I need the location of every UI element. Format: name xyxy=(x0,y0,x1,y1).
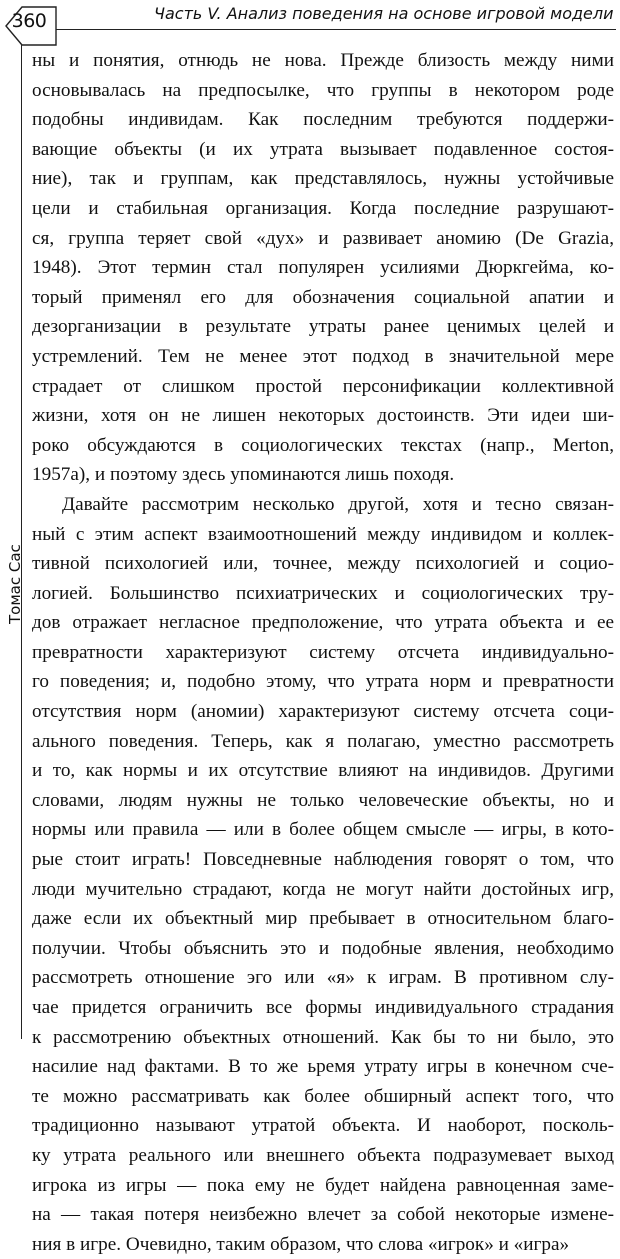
body-line: к рассмотрению объектных отношений. Как бы то ни было, это xyxy=(32,1026,614,1048)
body-line: насилие над фактами. В то же ьремя утрату игры в конечном сче- xyxy=(32,1056,614,1078)
body-line: ся, группа теряет свой «дух» и развивает аномию (De Grazia, xyxy=(32,227,614,249)
body-line: роко обсуждаются в социологических текстах (напр., Merton, xyxy=(32,434,614,456)
body-line: подобны индивидам. Как последним требуются поддержи- xyxy=(32,109,614,131)
body-line: устремлений. Тем не менее этот подход в значительной мере xyxy=(32,345,614,367)
header-rule xyxy=(56,29,616,30)
body-text xyxy=(32,46,614,1259)
body-line: 1948). Этот термин стал популярен усилиями Дюркгейма, ко- xyxy=(32,257,614,279)
body-line: ние), так и группам, как представлялось, нужны устойчивые xyxy=(32,168,614,190)
page-number: 360 xyxy=(11,10,47,32)
body-line: на — такая потеря неизбежно влечет за собой некоторые измене- xyxy=(32,1204,614,1226)
body-line: традиционно называют утратой объекта. И наоборот, посколь- xyxy=(32,1115,614,1137)
page-number-badge xyxy=(2,4,56,44)
body-line: основывалась на предпосылке, что группы в некотором роде xyxy=(32,79,614,101)
body-line: превратности характеризуют систему отсчета индивидуально- xyxy=(32,641,614,663)
body-line: игрока из игры — пока ему не будет найдена равноценная заме- xyxy=(32,1174,614,1196)
body-line: дов отражает негласное предположение, что утрата объекта и ее xyxy=(32,612,614,634)
body-line: нормы или правила — или в более общем смысле — игры, в кото- xyxy=(32,819,614,841)
body-line: те можно рассматривать как более обширный аспект того, что xyxy=(32,1085,614,1107)
side-author-text: Томас Сас xyxy=(6,544,24,624)
body-line: словами, людям нужны не только человеческие объекты, но и xyxy=(32,789,614,811)
body-line: ный с этим аспект взаимоотношений между индивидом и коллек- xyxy=(32,523,614,545)
body-line: торый применял его для обозначения социальной апатии и xyxy=(32,286,614,308)
body-line: отсутствия норм (аномии) характеризуют систему отсчета соци- xyxy=(32,701,614,723)
body-line: люди мучительно страдают, когда не могут найти достойных игр, xyxy=(32,878,614,900)
body-line: тивной психологией или, точнее, между психологией и социо- xyxy=(32,553,614,575)
body-line: го поведения; и, подобно этому, что утрата норм и превратности xyxy=(32,671,614,693)
page-header xyxy=(0,0,620,46)
body-line: рассмотреть отношение эго или «я» к играм. В противном слу- xyxy=(32,967,614,989)
body-line: ку утрата реального или внешнего объекта подразумевает выход xyxy=(32,1144,614,1166)
side-rule xyxy=(21,44,22,1039)
body-line: Давайте рассмотрим несколько другой, хотя и тесно связан- xyxy=(62,493,614,515)
body-line: логией. Большинство психиатрических и социологических тру- xyxy=(32,582,614,604)
body-line: страдает от слишком простой персонификации коллективной xyxy=(32,375,614,397)
body-line: ны и понятия, отнюдь не нова. Прежде близость между ними xyxy=(32,50,614,71)
running-title: Часть V. Анализ поведения на основе игровой модели xyxy=(154,4,614,23)
body-line: жизни, хотя он не лишен некоторых достоинств. Эти идеи ши- xyxy=(32,405,614,427)
body-line: цели и стабильная организация. Когда последние разрушают- xyxy=(32,197,614,219)
body-line: получии. Чтобы объяснить это и подобные явления, необходимо xyxy=(32,937,614,959)
body-line: даже если их объектный мир пребывает в относительном благо- xyxy=(32,908,614,930)
body-line: рые стоит играть! Повседневные наблюдения говорят о том, что xyxy=(32,849,614,871)
body-line: 1957а), и поэтому здесь упоминаются лишь походя. xyxy=(32,464,455,486)
body-line: ального поведения. Теперь, как я полагаю, уместно рассмотреть xyxy=(32,730,614,752)
body-line: и то, как нормы и их отсутствие влияют на индивидов. Другими xyxy=(32,760,614,782)
body-line: чае придется ограничить все формы индивидуального страдания xyxy=(32,997,614,1018)
body-line: дезорганизации в результате утраты ранее ценимых целей и xyxy=(32,316,614,338)
body-line: вающие объекты (и их утрата вызывает подавленное состоя- xyxy=(32,138,614,160)
body-line: ния в игре. Очевидно, таким образом, что слова «игрок» и «игра» xyxy=(32,1233,570,1255)
